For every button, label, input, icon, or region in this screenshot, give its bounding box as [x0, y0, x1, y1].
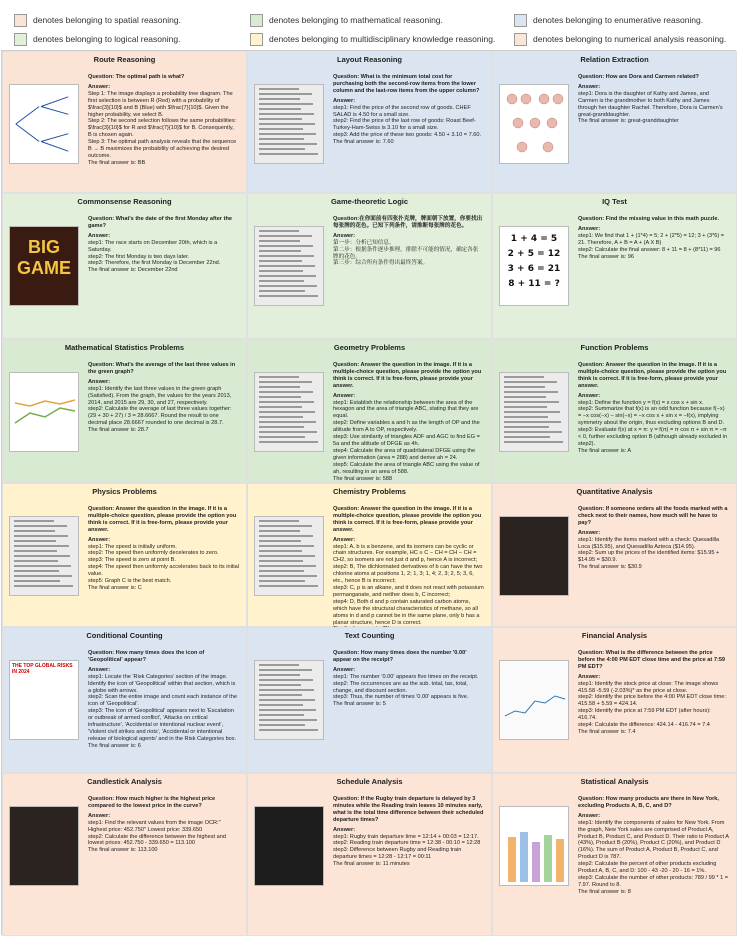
answer-step: The final answer is: 7.60	[333, 139, 394, 146]
card-title: Conditional Counting	[86, 631, 163, 640]
question-text: Question: What's the average of the last three values in the green graph?	[88, 362, 236, 375]
examples-grid	[1, 50, 736, 935]
answer-step: step2: Calculate the difference between the highest and lowest prices: 452.750 - 339.650 = 113.100	[88, 833, 226, 847]
card-body	[6, 212, 243, 335]
question-text: Question: How many times does the icon of 'Geopolitical' appear?	[88, 650, 205, 663]
legend-label: denotes belonging to spatial reasoning.	[33, 15, 181, 25]
answer-step: step1: Establish the relationship between the area of the hexagon and the area of triangle ABC, stating that they are equal.	[333, 399, 479, 420]
qa-block	[333, 362, 484, 482]
answer-step: step1: Dora is the daughter of Kathy and James, and Carmen is the grandmother to both Kathy and James through her daughter Rachel. Therefore, Dora is Carmen's great-granddaughter.	[578, 90, 723, 118]
example-card	[247, 51, 492, 193]
card-title: Geometry Problems	[333, 343, 406, 352]
qa-block	[333, 74, 484, 146]
answer-step: The final answer is: C	[88, 584, 142, 591]
answer-step: step2: The first Monday is two days later.	[88, 253, 190, 260]
answer-step: 第二步：根据条件逐步推理，排除不可能的情况，确定各张牌的花色。	[333, 246, 479, 260]
card-body	[6, 358, 243, 479]
legend-item-logic	[14, 32, 180, 46]
question-text: Question: Answer the question in the image. If it is a multiple-choice question, please provide the option you think is correct. If it is free-form, please provide your answer.	[578, 362, 727, 389]
answer-step: step4: D, Both d and p contain saturated carbon atoms, which have the structural characteristics of methane, so all atoms in d and p cannot be in the same plane, only b has a planar structure, hence D is correct.	[333, 598, 480, 626]
card-body	[496, 70, 733, 189]
answer-step: Step 1: The image displays a probability tree diagram. The first selection is between R (Red) with a probability of $\frac{3}{10}$ and B (Blue) with $\frac{7}{10}$. Given the higher probability, we select B.	[88, 90, 233, 118]
example-card	[492, 339, 737, 483]
card-title: Statistical Analysis	[580, 777, 649, 786]
example-card	[2, 483, 247, 627]
example-card	[2, 193, 247, 339]
iq-equation: 8 + 11 = ?	[508, 279, 560, 289]
answer-step: The final answer is: 7.4	[578, 728, 636, 735]
poster-title: BIG GAME	[17, 237, 71, 278]
qa-block	[578, 796, 729, 896]
card-title: Financial Analysis	[581, 631, 648, 640]
legend-swatch	[14, 33, 27, 46]
line-graph-image	[9, 372, 79, 452]
card-title: Relation Extraction	[580, 55, 649, 64]
answer-step: step1: Find the price of the second row of goods. CHEF SALAD is 4.50 for a small size.	[333, 104, 471, 118]
card-body	[496, 212, 733, 335]
answer-label: Answer:	[578, 529, 601, 536]
stacked-bar-chart-image	[499, 806, 569, 886]
answer-step: step2: Reading train departure time = 12:38 - 00:10 = 12:28	[333, 840, 481, 847]
example-card	[492, 51, 737, 193]
family-tree-image	[499, 84, 569, 164]
card-title: Commonsense Reasoning	[77, 197, 172, 206]
answer-step: step3: Add the price of these two goods: 4.50 + 3.10 = 7.60.	[333, 132, 482, 139]
example-card	[492, 193, 737, 339]
question-text: Question: How much higher is the highest price compared to the lowest price in the curve?	[88, 796, 216, 809]
answer-step: The final answer is: 588	[333, 475, 393, 482]
answer-step: step1: We find that 1 + (1*4) = 5; 2 + (2*5) = 12; 3 + (3*6) = 21. Therefore, A + B = A + (A X B)	[578, 232, 725, 246]
legend-swatch	[514, 14, 527, 27]
answer-step: step2: Calculate the average of last three values together: (29 + 30 + 27) / 3 = 28.6667. Round the result to one decimal place 28.6667 rounded to one decimal is 28.7.	[88, 406, 232, 427]
answer-step: Step 3: The optimal path analysis reveals that the sequence B → B maximizes the probability of achieving the desired outcome.	[88, 139, 237, 159]
answer-step: The final answer is: great-granddaughter	[578, 118, 679, 125]
example-card	[2, 339, 247, 483]
document-photo	[9, 516, 79, 596]
answer-step: step1: The speed is initially uniform.	[88, 543, 177, 550]
qa-block	[578, 74, 729, 125]
question-text: Question: Find the missing value in this math puzzle.	[578, 216, 720, 222]
answer-step: step2: The speed then uniformly decelerates to zero.	[88, 550, 219, 557]
answer-step: The final answer is: BB	[88, 159, 146, 166]
answer-step: step3: Use similarity of triangles ADF and AGC to find EG = 5a and the altitude of DFGE as 4h.	[333, 434, 480, 447]
answer-step: 第一步：分析已知信息。	[333, 239, 395, 246]
qa-block	[578, 362, 729, 455]
risk-chart-title: THE TOP GLOBAL RISKS IN 2024	[12, 663, 73, 675]
legend-label: denotes belonging to multidisciplinary knowledge reasoning.	[269, 34, 496, 44]
card-body	[251, 70, 488, 189]
document-photo	[254, 660, 324, 740]
answer-step: step2: Find the price of the last row of goods: Roast Beef-Turkey-Ham-Swiss is 3.10 for a small size.	[333, 118, 476, 132]
answer-step: step2: Scan the entire image and count each instance of the icon of 'Geopolitical'.	[88, 694, 237, 708]
answer-step: step3: Therefore, the first Monday is December 22nd.	[88, 260, 221, 267]
card-body	[496, 646, 733, 769]
answer-label: Answer:	[578, 225, 601, 232]
card-body	[6, 792, 243, 932]
answer-label: Answer:	[88, 812, 111, 819]
answer-step: step1: Define the function y = f(x) = x cos x + sin x.	[578, 399, 704, 406]
answer-step: 第三步：综合所有条件得出最终答案。	[333, 260, 429, 267]
example-card	[2, 773, 247, 936]
card-body	[496, 502, 733, 623]
legend-label: denotes belonging to numerical analysis reasoning.	[533, 34, 727, 44]
card-title: Layout Reasoning	[336, 55, 402, 64]
probability-tree-image	[9, 84, 79, 164]
card-title: Quantitative Analysis	[576, 487, 653, 496]
answer-step: The final answer is: 11 minutes	[333, 861, 410, 868]
example-card	[247, 193, 492, 339]
answer-label: Answer:	[578, 83, 601, 90]
card-title: IQ Test	[602, 197, 627, 206]
question-text: Question: How many times does the number '0.00' appear on the receipt?	[333, 650, 467, 663]
qa-block	[88, 650, 239, 750]
qa-block	[578, 506, 729, 571]
legend-swatch	[514, 33, 527, 46]
answer-step: The final answer is: December 22nd	[88, 267, 178, 274]
answer-step: step2: Calculate the final answer: 8 + 11 = 8 + (8*11) = 96	[578, 246, 721, 253]
answer-step: The final answer is: 6	[88, 742, 141, 749]
math-puzzle-image	[499, 226, 569, 306]
question-text: Question: The optimal path is what?	[88, 74, 185, 80]
card-title: Chemistry Problems	[333, 487, 406, 496]
answer-step: step3: The speed is zero at point B.	[88, 557, 176, 564]
answer-step: step1: Identify the last three values in the green graph (Satisfied). From the graph, the values for the years 2013, 2014, and 2015 are 29, 30, and 27, respectively.	[88, 385, 232, 406]
answer-label: Answer:	[333, 97, 356, 104]
example-card	[492, 483, 737, 627]
answer-step: step2: Identify the price before the 4:00 PM EDT close time: 415.58 + 5.59 = 424.14.	[578, 694, 726, 708]
qa-block	[88, 216, 239, 274]
example-card	[247, 339, 492, 483]
answer-step: step3: Thus, the number of times '0.00' appears is five.	[333, 694, 469, 701]
legend-label: denotes belonging to mathematical reasoning.	[269, 15, 443, 25]
game-poster-image	[9, 226, 79, 306]
answer-label: Answer:	[333, 666, 356, 673]
answer-label: Answer:	[88, 536, 111, 543]
document-photo	[254, 84, 324, 164]
card-body	[496, 358, 733, 479]
answer-step: step1: Find the relevant values from the image OCR:" Highest price: 452.750" Lowest price: 339.650	[88, 819, 221, 833]
answer-step: The final answer is: 28.7	[88, 427, 149, 434]
candlestick-photo	[9, 806, 79, 886]
departure-board-photo	[254, 806, 324, 886]
card-title: Candlestick Analysis	[87, 777, 162, 786]
question-text: Question:在你面前有四张扑克牌，牌面朝下放置，你要找出每张牌的花色。已知下列条件，请推断每张牌的花色。	[333, 216, 483, 229]
example-card	[492, 627, 737, 773]
legend-swatch	[250, 33, 263, 46]
qa-block	[88, 796, 239, 854]
card-body	[251, 502, 488, 626]
iq-equation: 2 + 5 = 12	[507, 249, 561, 259]
card-title: Text Counting	[344, 631, 395, 640]
answer-label: Answer:	[333, 392, 356, 399]
answer-step: The final answer is: 96	[578, 253, 634, 260]
answer-step: step1: Locate the 'Risk Categories' section of the image. Identify the icon of 'Geopolitical' within that section, which is a globe with arrows.	[88, 673, 236, 694]
card-title: Route Reasoning	[93, 55, 156, 64]
answer-step: step1: Identify the components of sales for New York. From the graph, New York sales are comprised of Product A, Product B, Product C, and Product D. Their ratio is Product A (43%), Product B (20%), Product C (20%), and Product D (16%). The sum of Product A, Product B, Product C, and Product D is 787.	[578, 819, 729, 861]
qa-block	[333, 506, 484, 633]
risk-chart-image	[9, 660, 79, 740]
answer-step: step3: Calculate the number of other products: 789 / 99 * 1 = 7.97. Round to 8.	[578, 874, 729, 888]
answer-step: The final answer is: 113.100	[88, 847, 158, 854]
answer-step: step2: B, The dichlorinated derivatives of b can have the two chlorine atoms at positions 1, 2; 1, 3; 1, 4; 2, 3; 2, 5; 3, 6, etc., hence B is incorrect;	[333, 564, 483, 585]
card-title: Function Problems	[580, 343, 649, 352]
document-photo	[254, 516, 324, 596]
qa-block	[578, 650, 729, 736]
answer-step: step4: The speed then uniformly accelerates back to its initial value.	[88, 564, 240, 578]
answer-step: step3: Identify the price at 7:59 PM EDT (after hours): 416.74.	[578, 708, 711, 722]
example-card	[247, 627, 492, 773]
qa-block	[333, 216, 484, 267]
answer-step: The final answer is: 5	[333, 701, 386, 708]
answer-step: step1: The number '0.00' appears five times on the receipt.	[333, 673, 479, 680]
card-body	[251, 212, 488, 335]
question-text: Question: Answer the question in the image. If it is a multiple-choice question, please provide the option you think is correct. If it is free-form, please provide your answer.	[88, 506, 237, 533]
qa-block	[88, 74, 239, 167]
answer-label: Answer:	[333, 536, 356, 543]
answer-step: step2: Summarize that f(x) is an odd function because f(−x) = −x cos(−x) − sin(−x) = −x cos x + sin x = −f(x), implying symmetry about the origin, thus excluding options B and D.	[578, 406, 725, 427]
card-title: Physics Problems	[92, 487, 157, 496]
answer-label: Answer:	[578, 392, 601, 399]
answer-step: step3: The icon of 'Geopolitical' appears next to 'Escalation or outbreak of armed conflict', 'Attacks on critical infrastructure', 'Accidental or intentional nuclear event', 'Violent civil strikes and riots', 'Accidental or intentional release of biological agents' and in the Risk Categories box.	[88, 708, 237, 742]
iq-equation: 1 + 4 = 5	[510, 234, 558, 244]
answer-label: Answer:	[578, 673, 601, 680]
legend-label: denotes belonging to enumerative reasoning.	[533, 15, 704, 25]
question-text: Question: Answer the question in the image. If it is a multiple-choice question, please provide the option you think is correct. If it is free-form, please provide your answer.	[333, 506, 482, 533]
answer-step: step4: Calculate the area of quadrilateral DFGE using the given information (area = 288) and derive ah = 24.	[333, 447, 476, 461]
answer-step: step1: Identify the items marked with a check: Quesadilla Loca ($15.95), and Quesadilla Azteca ($14.95).	[578, 536, 720, 550]
answer-step: step2: The occurrences are as the sub. total, tax, total, change, and discount section.	[333, 680, 468, 694]
stock-chart-image	[499, 660, 569, 740]
answer-step: step2: Calculate the percent of other products excluding Product A, B, C, and D: 100 - 43 -20 - 20 - 16 = 1%.	[578, 861, 717, 875]
answer-label: Answer:	[88, 232, 111, 239]
question-text: Question: If the Rugby train departure is delayed by 3 minutes while the Reading train leaves 10 minutes early, what is the total time difference between their scheduled departure times?	[333, 796, 484, 823]
card-body	[496, 792, 733, 932]
answer-step: The final answer is: A	[578, 447, 632, 454]
card-body	[251, 792, 488, 932]
answer-step: step1: The race starts on December 20th, which is a Saturday.	[88, 239, 218, 253]
question-text: Question: Answer the question in the image. If it is a multiple-choice question, please provide the option you think is correct. If it is free-form, please provide your answer.	[333, 362, 482, 389]
answer-step: step1: A, b is a benzene, and its isomers can be cyclic or chain structures. For example, HC ≡ C − CH = CH − CH = CH2, so isomers are not just d and p, hence A is incorrect;	[333, 543, 477, 564]
card-title: Game-theoretic Logic	[330, 197, 409, 206]
legend-item-spatial	[14, 13, 181, 27]
example-card	[2, 627, 247, 773]
legend-item-enum	[514, 13, 703, 27]
answer-step: step1: Rugby train departure time = 12:14 + 00:03 = 12:17.	[333, 833, 479, 840]
legend-item-math	[250, 13, 443, 27]
answer-label: Answer:	[333, 826, 356, 833]
card-body	[6, 70, 243, 189]
answer-step: The final answer is: $30.9	[578, 564, 642, 571]
menu-photo	[499, 516, 569, 596]
card-title: Mathematical Statistics Problems	[64, 343, 185, 352]
card-body	[251, 358, 488, 482]
qa-block	[88, 506, 239, 592]
answer-step: step3: C, p is an alkane, and it does not react with potassium permanganate, and neither does b, C incorrect;	[333, 584, 484, 598]
answer-label: Answer:	[333, 232, 356, 239]
answer-step: step2: Sum up the prices of the identified items: $15.95 + $14.95 = $30.9.	[578, 550, 720, 564]
legend-label: denotes belonging to logical reasoning.	[33, 34, 181, 44]
legend	[0, 0, 737, 50]
question-text: Question: How are Dora and Carmen related?	[578, 74, 699, 80]
answer-step: step3: Evaluate f(x) at x = π: y = f(π) = π cos π + sin π = −π < 0, further excluding option B (although already excluded in step2).	[578, 427, 728, 447]
qa-block	[578, 216, 729, 260]
question-text: Question: What's the date of the first Monday after the game?	[88, 216, 232, 229]
answer-step: step1: Identify the stock price at close: The image shows 415.58 -5.59 (-2.03%)* as the price at close.	[578, 680, 719, 694]
answer-step: step2: Define variables a and h as the length of OP and the altitude from A to OP, respectively.	[333, 420, 480, 434]
document-photo	[254, 226, 324, 306]
question-text: Question: If someone orders all the foods marked with a check next to their names, how much will he have to pay?	[578, 506, 728, 526]
document-photo	[499, 372, 569, 452]
qa-block	[333, 650, 484, 708]
qa-block	[333, 796, 484, 868]
answer-step: step5: Calculate the area of triangle ABC using the value of ah, resulting in an area of 588.	[333, 461, 480, 475]
legend-item-numer	[514, 32, 726, 46]
example-card	[2, 51, 247, 193]
question-text: Question: What is the difference between the price before the 4:00 PM EDT close time and the price at 7:59 PM EDT?	[578, 650, 726, 670]
answer-label: Answer:	[88, 666, 111, 673]
card-body	[251, 646, 488, 769]
card-title: Schedule Analysis	[336, 777, 403, 786]
answer-step: step4: Calculate the difference: 424.14 - 416.74 = 7.4	[578, 722, 710, 729]
example-card	[492, 773, 737, 936]
qa-block	[88, 362, 239, 434]
legend-swatch	[250, 14, 263, 27]
example-card	[247, 773, 492, 936]
answer-step: Step 2: The second selection follows the same probabilities: $\frac{3}{10}$ for R and $\frac{7}{10}$ for B. Consequently, B is chosen again.	[88, 118, 237, 139]
answer-step: step5: Graph C is the best match.	[88, 578, 172, 585]
answer-step: step3: Difference between Rugby and Reading train departure times = 12:28 - 12:17 = 00:11	[333, 847, 462, 861]
answer-step: The final answer is: 8	[578, 888, 631, 895]
question-text: Question: How many products are there in New York, excluding Products A, B, C, and D?	[578, 796, 719, 809]
answer-label: Answer:	[88, 83, 111, 90]
answer-label: Answer:	[88, 378, 111, 385]
legend-swatch	[14, 14, 27, 27]
iq-equation: 3 + 6 = 21	[507, 264, 561, 274]
legend-item-multi	[250, 32, 495, 46]
card-body	[6, 502, 243, 623]
card-body	[6, 646, 243, 769]
document-photo	[254, 372, 324, 452]
example-card	[247, 483, 492, 627]
question-text: Question: What is the minimum total cost for purchasing both the second-row items from the lower column and the last-row items from the upper column?	[333, 74, 480, 94]
answer-label: Answer:	[578, 812, 601, 819]
